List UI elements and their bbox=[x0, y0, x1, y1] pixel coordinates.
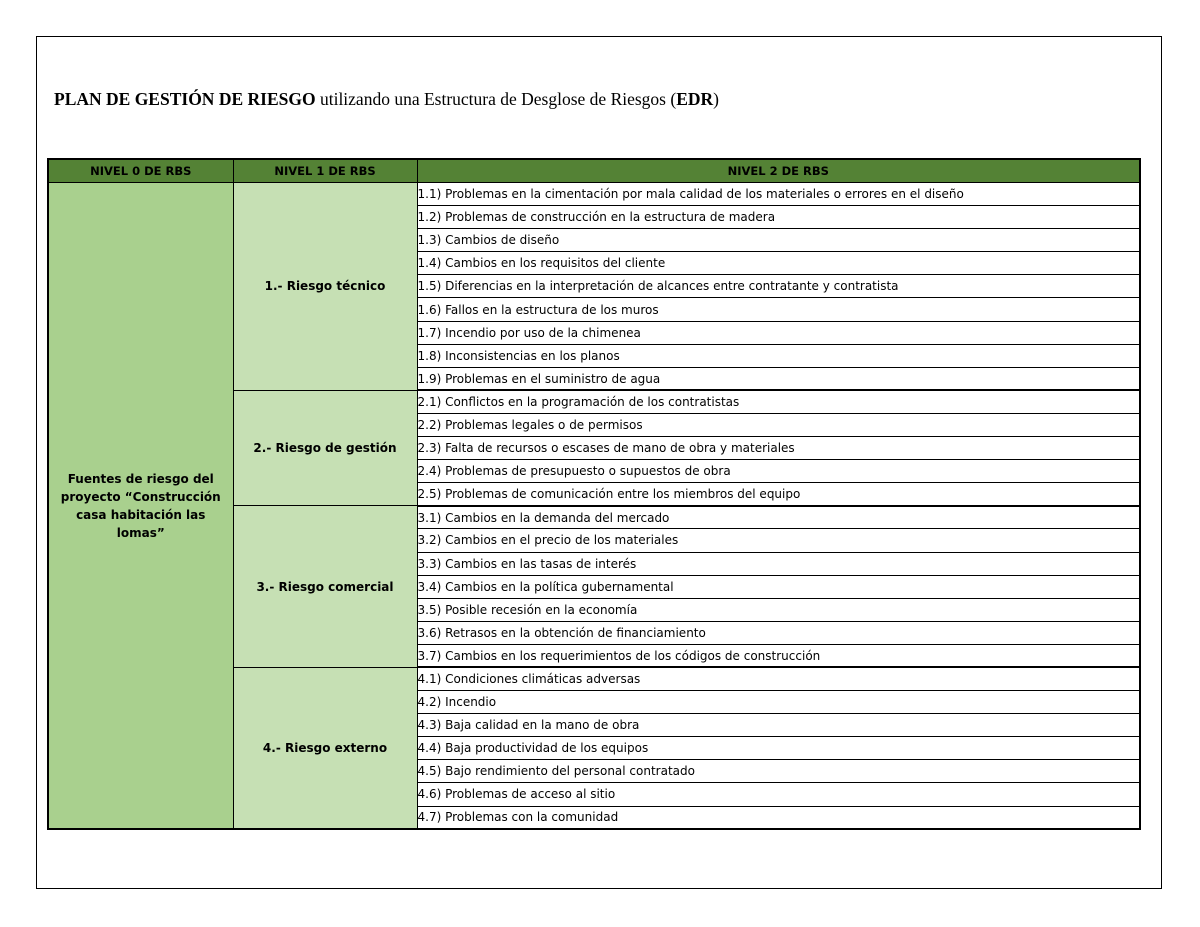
level-2-cell: 1.2) Problemas de construcción en la estructura de madera bbox=[417, 206, 1140, 229]
level-2-cell: 4.2) Incendio bbox=[417, 691, 1140, 714]
table-row bbox=[48, 183, 1140, 206]
level-2-cell: 1.1) Problemas en la cimentación por mala calidad de los materiales o errores en el diseño bbox=[417, 183, 1140, 206]
header-level-1: NIVEL 1 DE RBS bbox=[233, 159, 417, 183]
page-title bbox=[54, 89, 719, 110]
level-2-cell: 3.1) Cambios en la demanda del mercado bbox=[417, 506, 1140, 529]
level-2-cell: 3.2) Cambios en el precio de los materiales bbox=[417, 529, 1140, 552]
level-2-cell: 3.7) Cambios en los requerimientos de los códigos de construcción bbox=[417, 644, 1140, 667]
level-2-cell: 3.3) Cambios en las tasas de interés bbox=[417, 552, 1140, 575]
level-2-cell: 2.3) Falta de recursos o escases de mano de obra y materiales bbox=[417, 437, 1140, 460]
level-1-cell: 1.- Riesgo técnico bbox=[233, 183, 417, 391]
table-body bbox=[48, 183, 1140, 830]
title-acronym: EDR bbox=[676, 89, 714, 109]
level-2-cell: 4.6) Problemas de acceso al sitio bbox=[417, 783, 1140, 806]
header-level-0: NIVEL 0 DE RBS bbox=[48, 159, 233, 183]
level-2-cell: 1.6) Fallos en la estructura de los muros bbox=[417, 298, 1140, 321]
level-2-cell: 4.4) Baja productividad de los equipos bbox=[417, 737, 1140, 760]
level-2-cell: 1.5) Diferencias en la interpretación de alcances entre contratante y contratista bbox=[417, 275, 1140, 298]
level-2-cell: 2.1) Conflictos en la programación de los contratistas bbox=[417, 390, 1140, 413]
level-2-cell: 2.4) Problemas de presupuesto o supuestos de obra bbox=[417, 460, 1140, 483]
level-2-cell: 1.3) Cambios de diseño bbox=[417, 229, 1140, 252]
level-2-cell: 3.4) Cambios en la política gubernamental bbox=[417, 575, 1140, 598]
header-level-2: NIVEL 2 DE RBS bbox=[417, 159, 1140, 183]
table-header-row bbox=[48, 159, 1140, 183]
level-2-cell: 4.7) Problemas con la comunidad bbox=[417, 806, 1140, 829]
title-bold-part: PLAN DE GESTIÓN DE RIESGO bbox=[54, 89, 316, 109]
level-2-cell: 1.4) Cambios en los requisitos del cliente bbox=[417, 252, 1140, 275]
level-2-cell: 4.5) Bajo rendimiento del personal contratado bbox=[417, 760, 1140, 783]
level-1-cell: 4.- Riesgo externo bbox=[233, 667, 417, 829]
level-0-label: Fuentes de riesgo del proyecto “Construcción casa habitación las lomas” bbox=[60, 471, 221, 540]
level-2-cell: 2.5) Problemas de comunicación entre los miembros del equipo bbox=[417, 483, 1140, 506]
title-close-paren: ) bbox=[713, 89, 719, 109]
level-2-cell: 2.2) Problemas legales o de permisos bbox=[417, 413, 1140, 436]
level-2-cell: 3.6) Retrasos en la obtención de financiamiento bbox=[417, 621, 1140, 644]
level-2-cell: 3.5) Posible recesión en la economía bbox=[417, 598, 1140, 621]
level-2-cell: 1.7) Incendio por uso de la chimenea bbox=[417, 321, 1140, 344]
level-2-cell: 1.9) Problemas en el suministro de agua bbox=[417, 367, 1140, 390]
level-1-cell: 3.- Riesgo comercial bbox=[233, 506, 417, 668]
title-normal-part: utilizando una Estructura de Desglose de Riesgos ( bbox=[315, 89, 677, 109]
level-2-cell: 1.8) Inconsistencias en los planos bbox=[417, 344, 1140, 367]
level-0-cell bbox=[48, 183, 233, 830]
level-1-cell: 2.- Riesgo de gestión bbox=[233, 390, 417, 505]
level-2-cell: 4.1) Condiciones climáticas adversas bbox=[417, 667, 1140, 690]
level-2-cell: 4.3) Baja calidad en la mano de obra bbox=[417, 714, 1140, 737]
rbs-table bbox=[47, 158, 1141, 830]
